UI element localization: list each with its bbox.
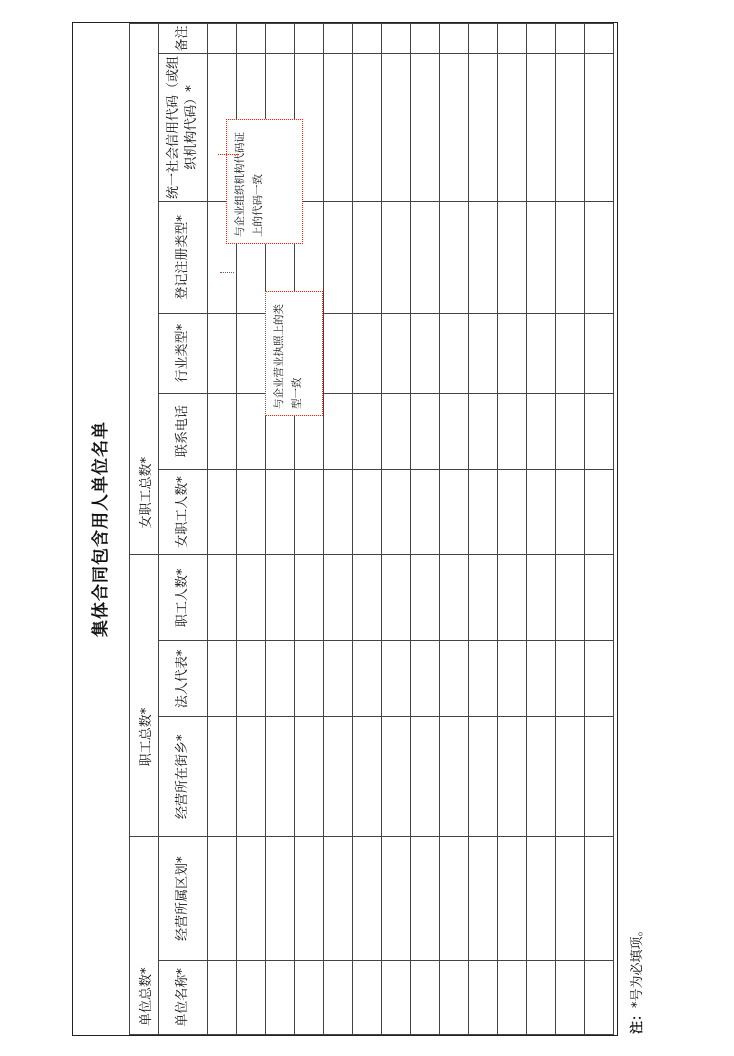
table-cell[interactable] (585, 961, 614, 1035)
table-cell[interactable] (266, 837, 295, 961)
table-cell[interactable] (498, 393, 527, 469)
table-cell[interactable] (585, 54, 614, 202)
table-cell[interactable] (498, 837, 527, 961)
table-cell[interactable] (440, 717, 469, 837)
table-cell[interactable] (411, 201, 440, 313)
table-cell[interactable] (382, 961, 411, 1035)
table-cell[interactable] (382, 717, 411, 837)
table-cell[interactable] (295, 641, 324, 717)
license-type-note-text: 与企业营业执照上的类型一致 (273, 304, 304, 409)
table-cell[interactable] (295, 555, 324, 641)
table-cell[interactable] (411, 24, 440, 54)
table-cell[interactable] (266, 555, 295, 641)
table-cell[interactable] (295, 837, 324, 961)
table-cell[interactable] (237, 313, 266, 393)
table-cell[interactable] (382, 555, 411, 641)
table-row (556, 24, 585, 1035)
table-cell[interactable] (295, 24, 324, 54)
table-cell[interactable] (440, 393, 469, 469)
col-district: 经营所属区划* (159, 837, 208, 961)
table-cell[interactable] (498, 313, 527, 393)
table-cell[interactable] (469, 393, 498, 469)
table-cell[interactable] (585, 24, 614, 54)
table-cell[interactable] (527, 469, 556, 555)
table-row (411, 24, 440, 1035)
table-cell[interactable] (208, 961, 237, 1035)
table-cell[interactable] (295, 961, 324, 1035)
table-cell[interactable] (208, 24, 237, 54)
table-cell[interactable] (469, 54, 498, 202)
table-cell[interactable] (469, 641, 498, 717)
table-row (324, 24, 353, 1035)
unit-list-table (129, 23, 614, 1035)
table-cell[interactable] (208, 313, 237, 393)
col-unit-name: 单位名称* (159, 961, 208, 1035)
table-cell[interactable] (324, 961, 353, 1035)
table-cell[interactable] (469, 837, 498, 961)
table-cell[interactable] (353, 393, 382, 469)
table-cell[interactable] (527, 24, 556, 54)
col-remarks: 备注 (159, 24, 208, 54)
table-cell[interactable] (498, 961, 527, 1035)
table-cell[interactable] (324, 54, 353, 202)
table-cell[interactable] (527, 961, 556, 1035)
table-cell[interactable] (556, 641, 585, 717)
table-cell[interactable] (527, 54, 556, 202)
table-cell[interactable] (382, 313, 411, 393)
col-industry: 行业类型* (159, 313, 208, 393)
table-cell[interactable] (208, 717, 237, 837)
table-cell[interactable] (469, 555, 498, 641)
org-code-note-text: 与企业组织机构代码证上的代码一致 (234, 132, 265, 237)
table-cell[interactable] (411, 54, 440, 202)
table-cell[interactable] (382, 469, 411, 555)
table-cell[interactable] (324, 717, 353, 837)
table-cell[interactable] (585, 641, 614, 717)
table-cell[interactable] (266, 961, 295, 1035)
table-cell[interactable] (382, 24, 411, 54)
table-cell[interactable] (208, 555, 237, 641)
table-cell[interactable] (527, 313, 556, 393)
table-cell[interactable] (353, 54, 382, 202)
table-cell[interactable] (353, 717, 382, 837)
license-type-note-leader (220, 272, 234, 273)
table-cell[interactable] (440, 313, 469, 393)
table-cell[interactable] (266, 469, 295, 555)
table-cell[interactable] (440, 469, 469, 555)
table-cell[interactable] (237, 837, 266, 961)
table-cell[interactable] (353, 961, 382, 1035)
table-row (469, 24, 498, 1035)
table-cell[interactable] (556, 24, 585, 54)
table-cell[interactable] (324, 313, 353, 393)
table-cell[interactable] (527, 201, 556, 313)
table-cell[interactable] (556, 837, 585, 961)
col-legal-rep: 法人代表* (159, 641, 208, 717)
table-cell[interactable] (585, 201, 614, 313)
table-row (585, 24, 614, 1035)
table-cell[interactable] (440, 961, 469, 1035)
table-cell[interactable] (469, 469, 498, 555)
table-cell[interactable] (527, 837, 556, 961)
table-cell[interactable] (324, 469, 353, 555)
table-cell[interactable] (266, 717, 295, 837)
table-row (382, 24, 411, 1035)
table-cell[interactable] (556, 469, 585, 555)
table-cell[interactable] (440, 555, 469, 641)
table-cell[interactable] (585, 717, 614, 837)
table-cell[interactable] (411, 469, 440, 555)
table-cell[interactable] (411, 641, 440, 717)
table-row (527, 24, 556, 1035)
footnote-text: *号为必填项。 (630, 923, 645, 1008)
table-cell[interactable] (440, 641, 469, 717)
table-cell[interactable] (498, 469, 527, 555)
table-cell[interactable] (411, 393, 440, 469)
table-cell[interactable] (498, 24, 527, 54)
footnote-prefix: 注： (630, 1007, 645, 1034)
table-cell[interactable] (469, 961, 498, 1035)
table-cell[interactable] (411, 961, 440, 1035)
table-cell[interactable] (469, 313, 498, 393)
table-cell[interactable] (237, 641, 266, 717)
table-cell[interactable] (527, 717, 556, 837)
table-cell[interactable] (382, 837, 411, 961)
table-cell[interactable] (556, 555, 585, 641)
table-cell[interactable] (469, 717, 498, 837)
table-cell[interactable] (208, 469, 237, 555)
summary-row (130, 24, 159, 1035)
table-cell[interactable] (324, 201, 353, 313)
table-cell[interactable] (440, 24, 469, 54)
table-cell[interactable] (411, 717, 440, 837)
table-cell[interactable] (237, 393, 266, 469)
table-cell[interactable] (585, 313, 614, 393)
female-total-cell[interactable] (130, 24, 159, 555)
table-cell[interactable] (556, 717, 585, 837)
table-cell[interactable] (353, 24, 382, 54)
table-cell[interactable] (469, 24, 498, 54)
table-cell[interactable] (237, 24, 266, 54)
table-cell[interactable] (208, 393, 237, 469)
table-cell[interactable] (237, 555, 266, 641)
table-row (440, 24, 469, 1035)
col-staff-count: 职工人数* (159, 555, 208, 641)
table-cell[interactable] (324, 393, 353, 469)
table-cell[interactable] (498, 641, 527, 717)
female-total-label: 女职工总数* (138, 456, 154, 529)
table-cell[interactable] (498, 555, 527, 641)
staff-total-cell[interactable] (130, 555, 159, 837)
org-code-note (226, 119, 303, 244)
table-cell[interactable] (382, 393, 411, 469)
unit-total-cell[interactable] (130, 837, 159, 1035)
table-cell[interactable] (498, 717, 527, 837)
org-code-note-leader (218, 154, 239, 155)
header-row (159, 24, 208, 1035)
table-cell[interactable] (237, 961, 266, 1035)
table-cell[interactable] (585, 393, 614, 469)
staff-total-label: 职工总数* (138, 707, 154, 767)
footnote (626, 923, 645, 1034)
form-frame (72, 22, 618, 1036)
table-cell[interactable] (208, 641, 237, 717)
col-phone: 联系电话 (159, 393, 208, 469)
col-registration-type: 登记注册类型* (159, 201, 208, 313)
table-cell[interactable] (440, 54, 469, 202)
table-cell[interactable] (498, 201, 527, 313)
table-cell[interactable] (411, 555, 440, 641)
col-female-count: 女职工人数* (159, 469, 208, 555)
table-cell[interactable] (266, 641, 295, 717)
table-cell[interactable] (556, 961, 585, 1035)
table-cell[interactable] (353, 837, 382, 961)
table-cell[interactable] (382, 54, 411, 202)
table-cell[interactable] (382, 641, 411, 717)
table-cell[interactable] (324, 24, 353, 54)
table-cell[interactable] (440, 201, 469, 313)
table-cell[interactable] (324, 555, 353, 641)
table-row (498, 24, 527, 1035)
table-cell[interactable] (469, 201, 498, 313)
table-cell[interactable] (295, 469, 324, 555)
table-cell[interactable] (585, 837, 614, 961)
table-cell[interactable] (585, 469, 614, 555)
table-cell[interactable] (556, 201, 585, 313)
col-street: 经营所在街乡* (159, 717, 208, 837)
table-cell[interactable] (440, 837, 469, 961)
table-cell[interactable] (556, 393, 585, 469)
table-cell[interactable] (324, 641, 353, 717)
table-cell[interactable] (353, 469, 382, 555)
table-cell[interactable] (353, 555, 382, 641)
table-cell[interactable] (527, 555, 556, 641)
table-cell[interactable] (411, 837, 440, 961)
table-cell[interactable] (585, 555, 614, 641)
table-cell[interactable] (556, 54, 585, 202)
table-cell[interactable] (556, 313, 585, 393)
col-credit-code: 统一社会信用代码（或组织机构代码）* (159, 54, 208, 202)
table-cell[interactable] (411, 313, 440, 393)
table-cell[interactable] (353, 201, 382, 313)
table-cell[interactable] (498, 54, 527, 202)
table-row (353, 24, 382, 1035)
table-cell[interactable] (527, 393, 556, 469)
table-cell[interactable] (353, 641, 382, 717)
page-title: 集体合同包含用人单位名单 (73, 23, 130, 1035)
table-cell[interactable] (208, 837, 237, 961)
table-cell[interactable] (353, 313, 382, 393)
table-cell[interactable] (527, 641, 556, 717)
table-cell[interactable] (237, 469, 266, 555)
table-cell[interactable] (237, 717, 266, 837)
table-cell[interactable] (266, 24, 295, 54)
table-cell[interactable] (295, 717, 324, 837)
license-type-note (265, 291, 323, 416)
table-cell[interactable] (382, 201, 411, 313)
table-cell[interactable] (324, 837, 353, 961)
unit-total-label: 单位总数* (138, 967, 154, 1026)
